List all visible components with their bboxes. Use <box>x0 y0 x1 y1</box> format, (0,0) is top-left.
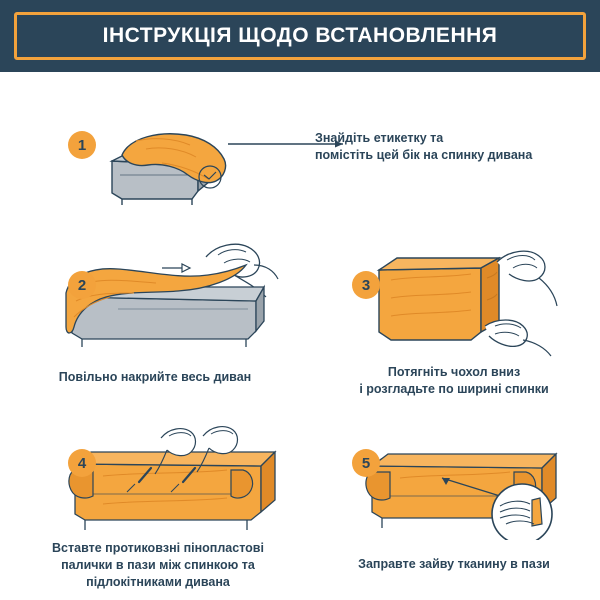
step-1-caption-line-2: помістіть цей бік на спинку дивана <box>315 147 533 162</box>
page-title: ІНСТРУКЦІЯ ЩОДО ВСТАНОВЛЕННЯ <box>102 24 498 47</box>
step-badge-4: 4 <box>68 449 96 477</box>
step-badge-1: 1 <box>68 131 96 159</box>
step-2-illustration <box>58 235 288 365</box>
step-4-illustration <box>55 420 285 540</box>
step-2-caption <box>20 369 290 386</box>
step-4-caption-line-2: палички в пази між спинкою та <box>61 557 255 572</box>
step-2-caption-line-1: Повільно накрийте весь диван <box>58 370 252 384</box>
step-badge-3: 3 <box>352 271 380 299</box>
step-5-caption <box>318 556 590 573</box>
step-3-illustration <box>345 240 565 360</box>
step-4-caption-line-1: Вставте протиковзні пінопластові <box>52 541 264 555</box>
step-badge-2: 2 <box>68 271 96 299</box>
step-4-caption-line-3: підлокітниками дивана <box>86 574 230 589</box>
step-badge-5: 5 <box>352 449 380 477</box>
step-3-caption-line-1: Потягніть чохол вниз <box>387 365 521 379</box>
step-1-caption-line-1: Знайдіть етикетку та <box>315 131 444 145</box>
step-4-caption <box>14 540 302 591</box>
header-frame <box>14 12 586 60</box>
header-band <box>0 0 600 72</box>
step-3-caption <box>318 364 590 398</box>
step-5-illustration <box>350 420 580 540</box>
step-3-caption-line-2: і розгладьте по ширині спинки <box>359 381 549 396</box>
step-1-caption <box>315 130 585 164</box>
step-5-caption-line-1: Заправте зайву тканину в пази <box>358 557 550 571</box>
